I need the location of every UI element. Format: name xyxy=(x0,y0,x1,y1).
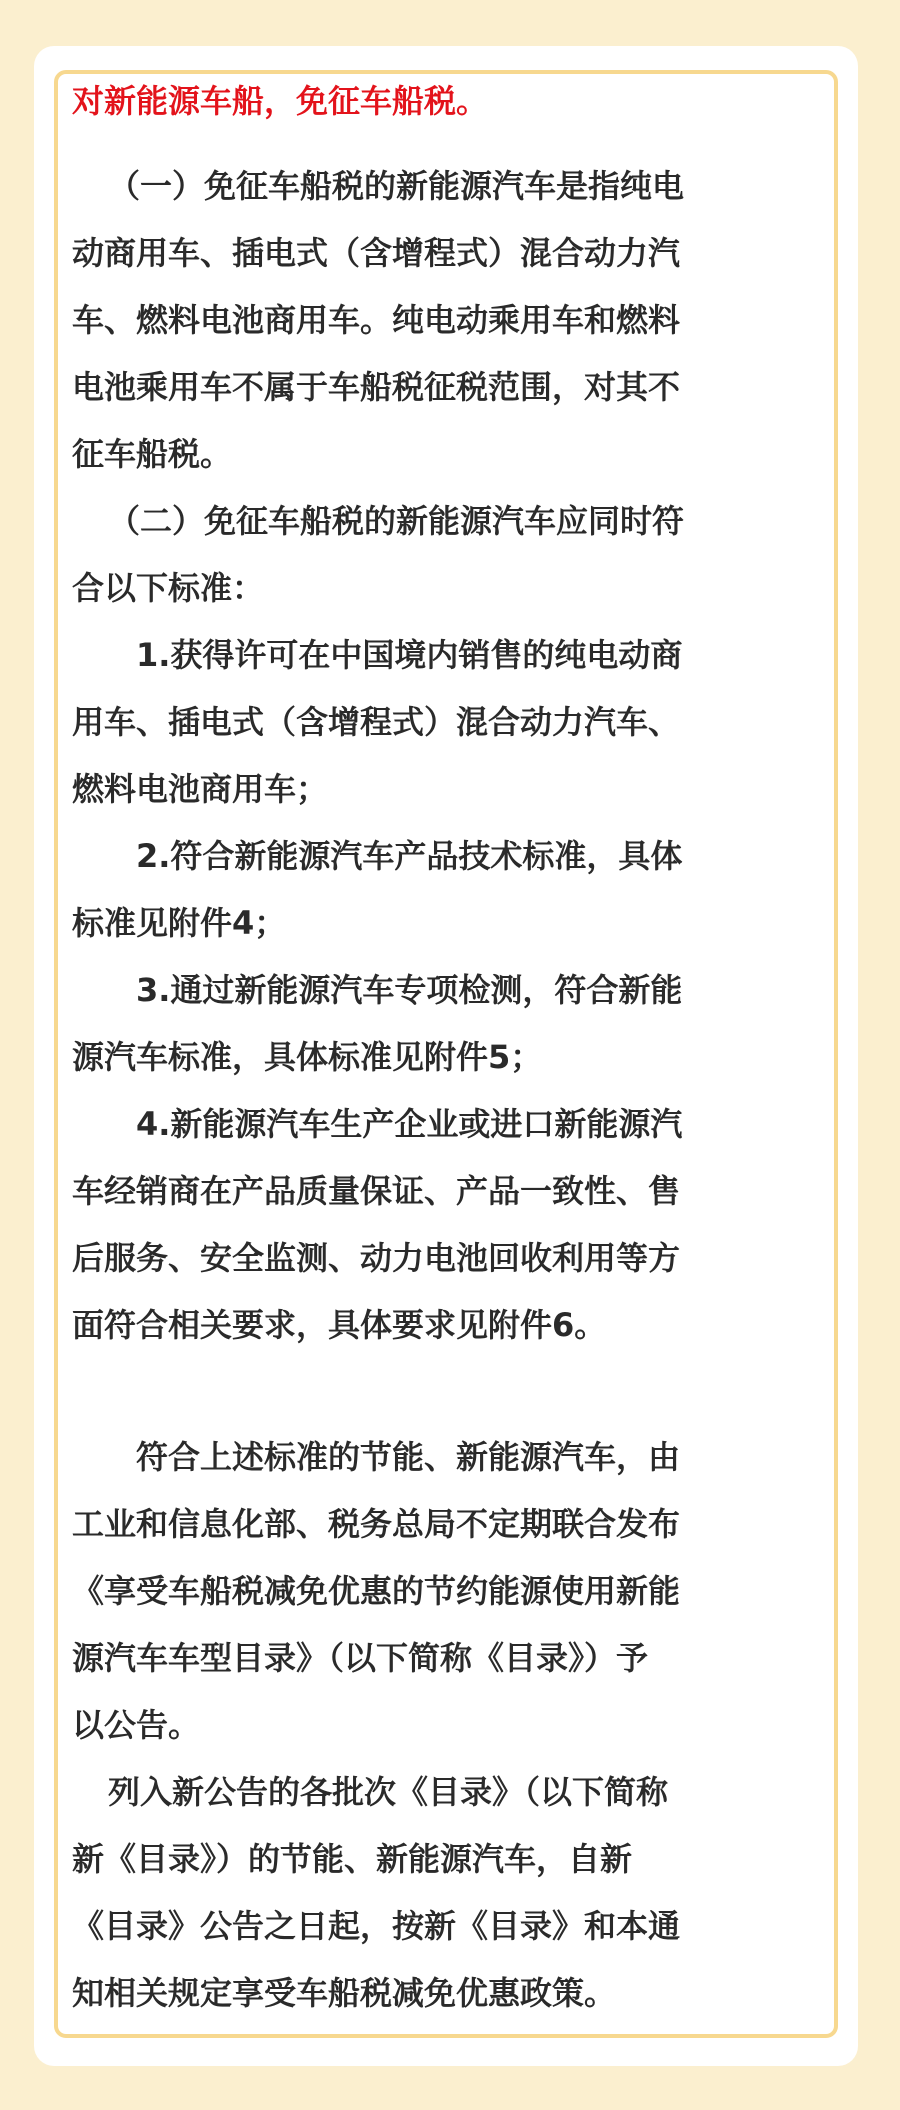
text-line: 燃料电池商用车； xyxy=(72,770,329,808)
text-line: 征车船税。 xyxy=(72,435,233,473)
text-line: 合以下标准： xyxy=(72,569,265,607)
text-line: 车经销商在产品质量保证、产品一致性、售 xyxy=(72,1172,681,1210)
text-line: 后服务、安全监测、动力电池回收利用等方 xyxy=(72,1239,681,1277)
text-line: 《目录》公告之日起，按新《目录》和本通 xyxy=(72,1907,681,1945)
text-line: （一）免征车船税的新能源汽车是指纯电 xyxy=(108,167,685,205)
text-line: 用车、插电式（含增程式）混合动力汽车、 xyxy=(72,703,681,741)
text-line: 新《目录》）的节能、新能源汽车，自新 xyxy=(72,1840,633,1878)
text-line: 动商用车、插电式（含增程式）混合动力汽 xyxy=(72,234,681,272)
text-line: 《享受车船税减免优惠的节约能源使用新能 xyxy=(72,1572,681,1610)
text-line: 标准见附件4； xyxy=(72,904,287,942)
text-line: 电池乘用车不属于车船税征税范围，对其不 xyxy=(72,368,681,406)
text-line: 车、燃料电池商用车。纯电动乘用车和燃料 xyxy=(72,301,681,339)
text-line: 以公告。 xyxy=(72,1706,201,1744)
text-line: 1.获得许可在中国境内销售的纯电动商 xyxy=(136,636,683,674)
text-line: 列入新公告的各批次《目录》（以下简称 xyxy=(108,1773,669,1811)
text-line: （二）免征车船税的新能源汽车应同时符 xyxy=(108,502,685,540)
text-line: 3.通过新能源汽车专项检测，符合新能 xyxy=(136,971,683,1009)
text-line: 工业和信息化部、税务总局不定期联合发布 xyxy=(72,1505,681,1543)
text-line: 源汽车标准，具体标准见附件5； xyxy=(72,1038,543,1076)
text-line: 面符合相关要求，具体要求见附件6。 xyxy=(72,1306,607,1344)
text-line: 符合上述标准的节能、新能源汽车，由 xyxy=(136,1438,681,1476)
text-line: 知相关规定享受车船税减免优惠政策。 xyxy=(72,1974,617,2012)
text-line: 4.新能源汽车生产企业或进口新能源汽 xyxy=(136,1105,683,1143)
heading: 对新能源车船，免征车船税。 xyxy=(72,82,489,120)
text-line: 2.符合新能源汽车产品技术标准，具体 xyxy=(136,837,683,875)
text-line: 源汽车车型目录》（以下简称《目录》）予 xyxy=(72,1639,649,1677)
